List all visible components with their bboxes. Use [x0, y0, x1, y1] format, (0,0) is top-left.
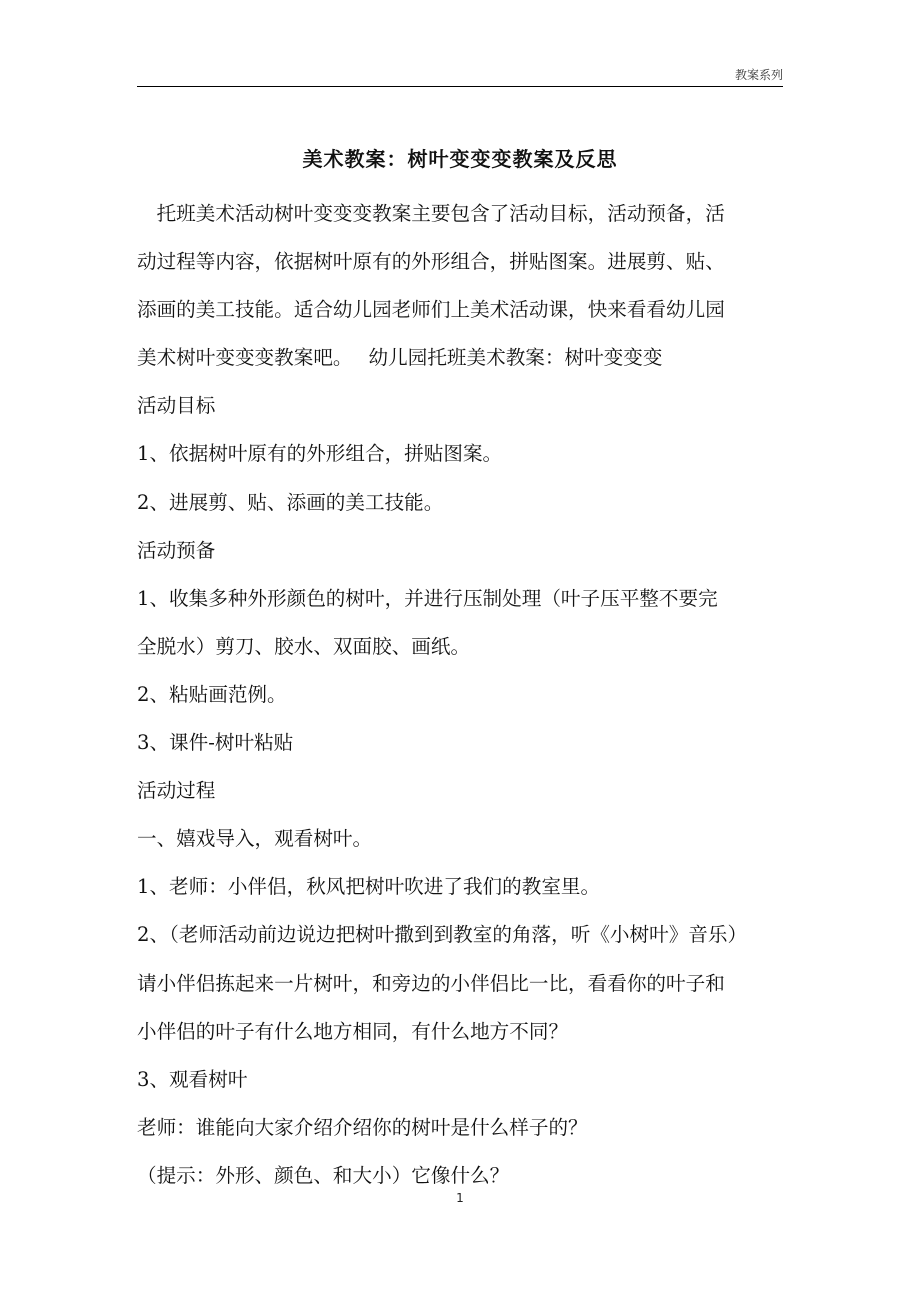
- header-divider: [137, 86, 783, 87]
- body-line: 一、嬉戏导入，观看树叶。: [137, 827, 373, 851]
- body-line: 动过程等内容，依据树叶原有的外形组合，拼贴图案。进展剪、贴、: [137, 250, 725, 274]
- document-title: 美术教案：树叶变变变教案及反思: [302, 147, 618, 171]
- section-heading-process: 活动过程: [137, 779, 216, 803]
- body-line: 2、进展剪、贴、添画的美工技能。: [137, 490, 444, 514]
- body-line: 2、（老师活动前边说边把树叶撒到到教室的角落，听《小树叶》音乐）: [137, 923, 748, 947]
- body-line: 美术树叶变变变教案吧。 幼儿园托班美术教案：树叶变变变: [137, 346, 663, 370]
- section-heading-preparation: 活动预备: [137, 538, 216, 562]
- body-line: 添画的美工技能。适合幼儿园老师们上美术活动课，快来看看幼儿园: [137, 298, 725, 322]
- header-series-label: 教案系列: [734, 68, 783, 82]
- body-line: 1、依据树叶原有的外形组合，拼贴图案。: [137, 442, 503, 466]
- body-line: （提示：外形、颜色、和大小）它像什么？: [137, 1163, 510, 1187]
- body-line: 老师：谁能向大家介绍介绍你的树叶是什么样子的？: [137, 1115, 588, 1139]
- body-line: 请小伴侣拣起来一片树叶，和旁边的小伴侣比一比，看看你的叶子和: [137, 971, 725, 995]
- body-line: 全脱水）剪刀、胶水、双面胶、画纸。: [137, 634, 471, 658]
- page-number: 1: [456, 1191, 464, 1205]
- body-line: 托班美术活动树叶变变变教案主要包含了活动目标，活动预备，活: [137, 202, 725, 225]
- body-line: 1、收集多种外形颜色的树叶，并进行压制处理（叶子压平整不要完: [137, 586, 718, 610]
- body-line: 2、粘贴画范例。: [137, 682, 287, 706]
- document-body: [137, 190, 783, 1200]
- body-line: 3、观看树叶: [137, 1067, 248, 1091]
- body-line: 小伴侣的叶子有什么地方相同，有什么地方不同？: [137, 1019, 569, 1043]
- body-line: 1、老师：小伴侣，秋风把树叶吹进了我们的教室里。: [137, 875, 601, 899]
- body-line: 3、课件-树叶粘贴: [137, 731, 294, 755]
- section-heading-goals: 活动目标: [137, 394, 216, 418]
